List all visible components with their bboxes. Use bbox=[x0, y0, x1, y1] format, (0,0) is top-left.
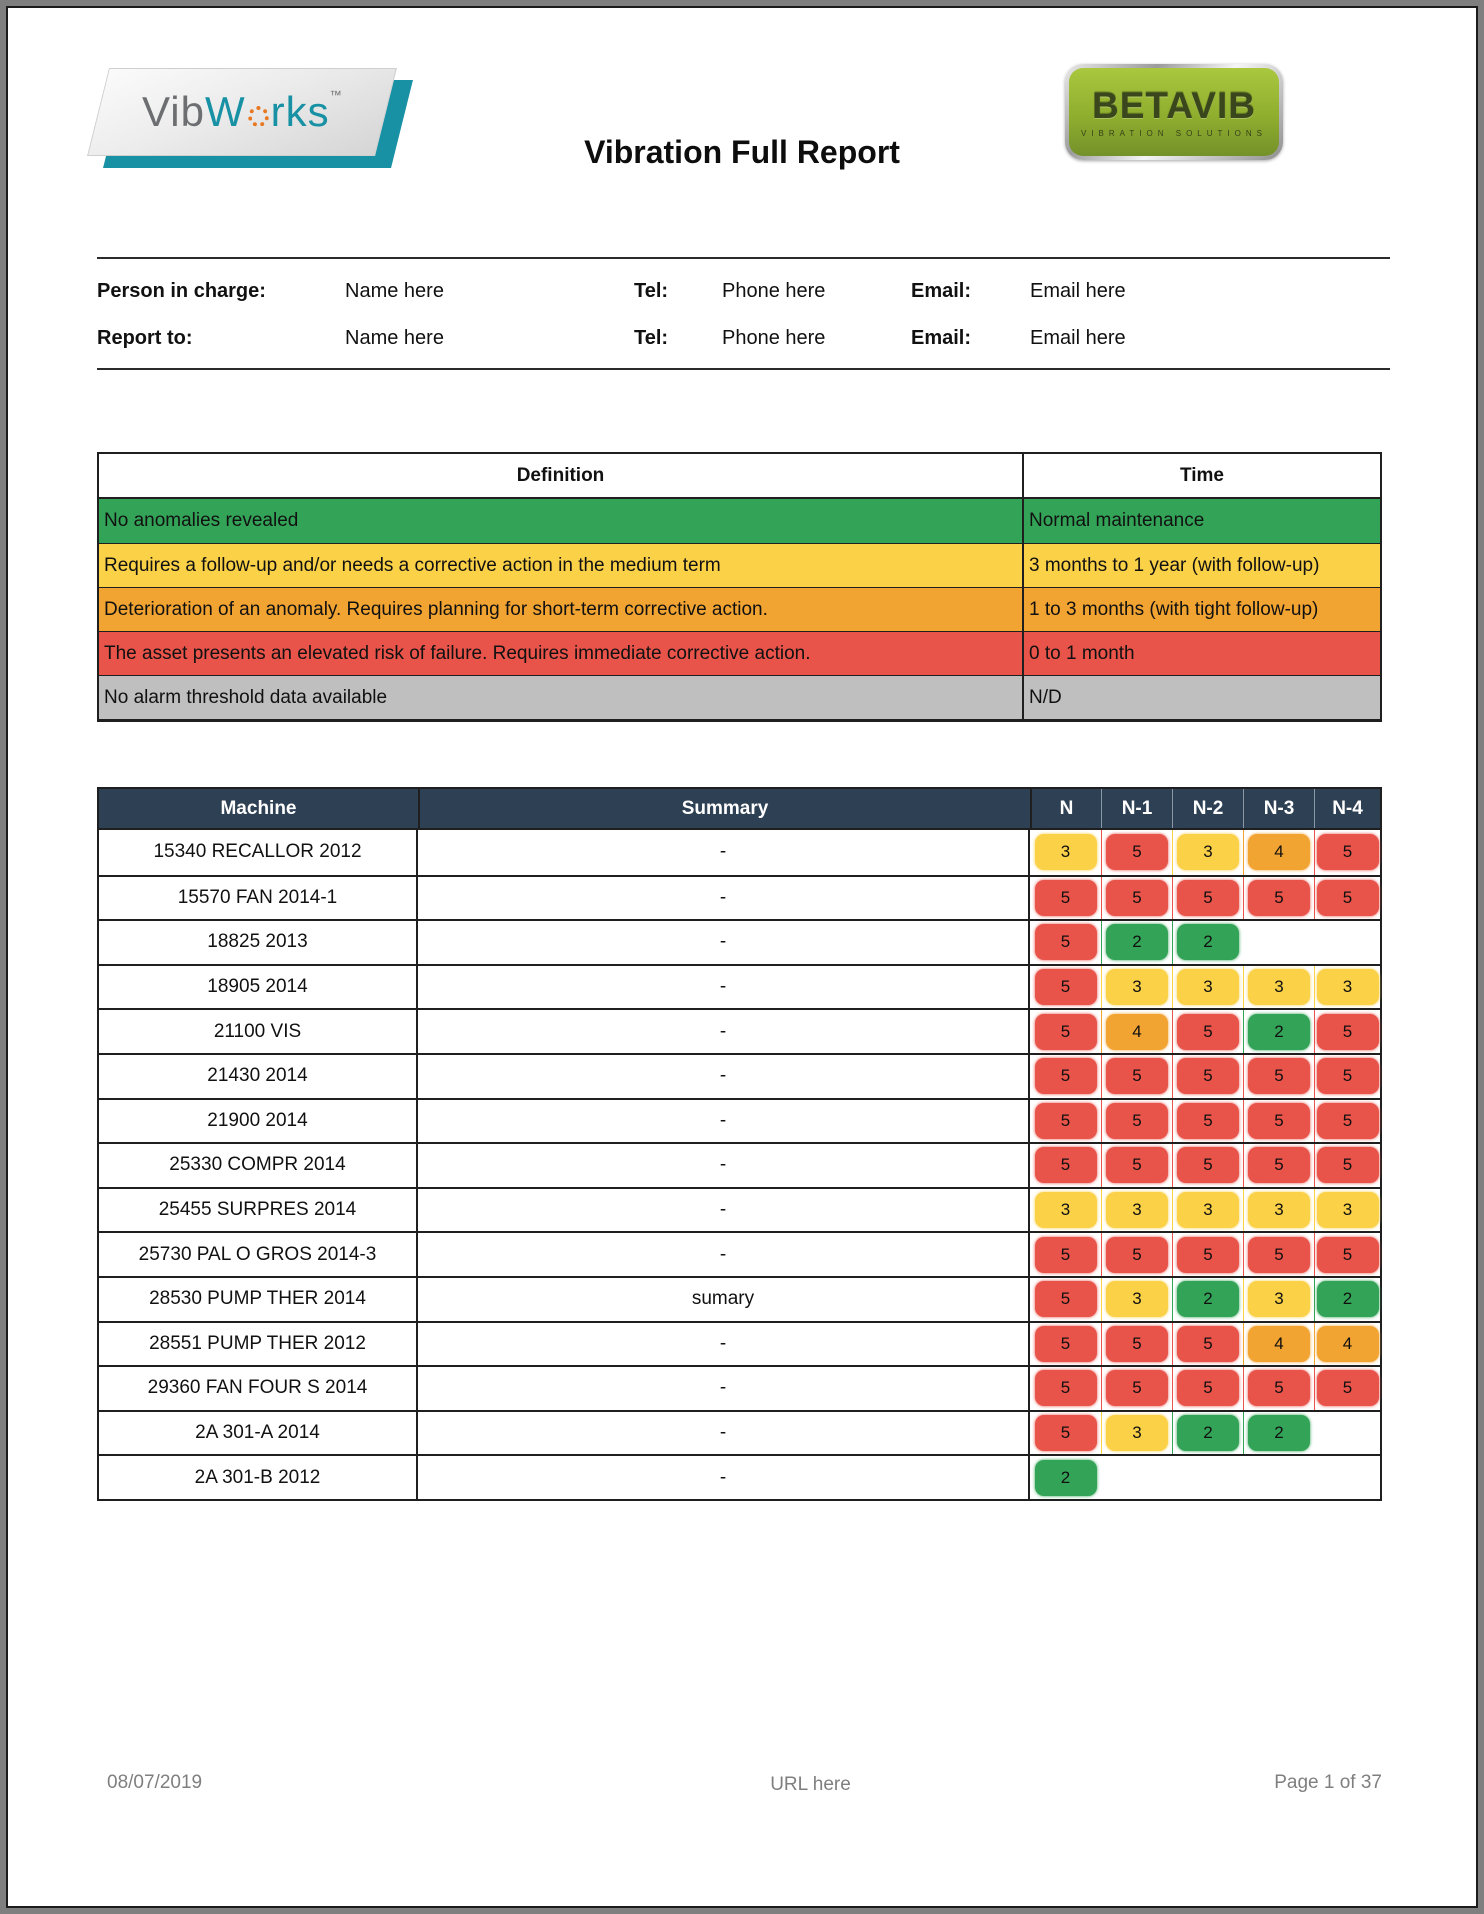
status-cell-n2 bbox=[1172, 1412, 1243, 1455]
status-cell-n bbox=[1030, 921, 1101, 964]
tel-value: Phone here bbox=[722, 327, 826, 349]
machine-table bbox=[97, 787, 1382, 1501]
legend-row bbox=[99, 675, 1380, 719]
status-cell-n1 bbox=[1101, 1456, 1172, 1499]
status-badge: 3 bbox=[1106, 1192, 1168, 1228]
status-cell-n1 bbox=[1101, 966, 1172, 1009]
machine-header-n-4: N-4 bbox=[1314, 789, 1380, 828]
machine-name-cell: 25455 SURPRES 2014 bbox=[99, 1189, 418, 1232]
machine-summary-cell: - bbox=[418, 921, 1030, 964]
status-cell-n1 bbox=[1101, 1233, 1172, 1276]
status-cell-n4 bbox=[1314, 1055, 1380, 1098]
status-cell-n4 bbox=[1314, 1367, 1380, 1410]
status-cell-n1 bbox=[1101, 1189, 1172, 1232]
status-cell-n2 bbox=[1172, 1010, 1243, 1053]
status-cell-n2 bbox=[1172, 1367, 1243, 1410]
status-badge: 3 bbox=[1317, 969, 1379, 1005]
machine-row bbox=[99, 830, 1380, 875]
status-badge: 5 bbox=[1177, 1103, 1239, 1139]
machine-row bbox=[99, 1365, 1380, 1410]
status-cell-n bbox=[1030, 1189, 1101, 1232]
status-cell-n2 bbox=[1172, 1323, 1243, 1366]
status-badge: 5 bbox=[1317, 1103, 1379, 1139]
status-cell-n4 bbox=[1314, 1144, 1380, 1187]
machine-name-cell: 25730 PAL O GROS 2014-3 bbox=[99, 1233, 418, 1276]
status-cell-n bbox=[1030, 966, 1101, 1009]
status-badge: 5 bbox=[1317, 1014, 1379, 1050]
status-badge: 3 bbox=[1177, 1192, 1239, 1228]
status-cell-n1 bbox=[1101, 1100, 1172, 1143]
status-badge: 2 bbox=[1248, 1014, 1310, 1050]
machine-header-machine: Machine bbox=[220, 797, 297, 819]
status-badge: 5 bbox=[1177, 1326, 1239, 1362]
status-badge: 5 bbox=[1106, 1103, 1168, 1139]
machine-row bbox=[99, 1454, 1380, 1499]
status-badge: 2 bbox=[1177, 1415, 1239, 1451]
legend-definition-cell: Requires a follow-up and/or needs a corrective action in the medium term bbox=[99, 544, 1024, 587]
machine-summary-cell: - bbox=[418, 830, 1030, 875]
machine-name-cell: 18905 2014 bbox=[99, 966, 418, 1009]
status-cell-n1 bbox=[1101, 1367, 1172, 1410]
legend-time-cell: 3 months to 1 year (with follow-up) bbox=[1029, 554, 1320, 576]
legend-row bbox=[99, 631, 1380, 675]
status-cell-n2 bbox=[1172, 830, 1243, 875]
legend-definition-cell: No anomalies revealed bbox=[99, 499, 1024, 543]
status-cell-n1 bbox=[1101, 921, 1172, 964]
status-cell-n4 bbox=[1314, 830, 1380, 875]
status-cell-n1 bbox=[1101, 1144, 1172, 1187]
machine-row bbox=[99, 1098, 1380, 1143]
status-cell-n bbox=[1030, 1233, 1101, 1276]
status-cell-n4 bbox=[1314, 1010, 1380, 1053]
status-cell-n3 bbox=[1243, 1144, 1314, 1187]
status-cell-n4 bbox=[1314, 1412, 1380, 1455]
machine-name-cell: 25330 COMPR 2014 bbox=[99, 1144, 418, 1187]
footer-date: 08/07/2019 bbox=[107, 1772, 203, 1793]
status-badge: 2 bbox=[1106, 924, 1168, 960]
report-to-label: Report to: bbox=[97, 327, 193, 349]
vibworks-text-rks: rks bbox=[270, 88, 330, 135]
legend-time-cell: 1 to 3 months (with tight follow-up) bbox=[1029, 598, 1319, 620]
machine-header-n: N bbox=[1030, 789, 1101, 828]
betavib-logo-tagline: VIBRATION SOLUTIONS bbox=[1081, 128, 1267, 138]
machine-row bbox=[99, 964, 1380, 1009]
vibworks-logo-text bbox=[142, 88, 343, 136]
status-cell-n3 bbox=[1243, 830, 1314, 875]
legend-time-cell: Normal maintenance bbox=[1029, 510, 1205, 531]
machine-row bbox=[99, 1008, 1380, 1053]
machine-row bbox=[99, 919, 1380, 964]
status-cell-n bbox=[1030, 1144, 1101, 1187]
status-cell-n4 bbox=[1314, 877, 1380, 920]
status-cell-n1 bbox=[1101, 1010, 1172, 1053]
status-badge: 5 bbox=[1106, 834, 1168, 870]
status-badge: 2 bbox=[1248, 1415, 1310, 1451]
vibworks-text-vib: Vib bbox=[141, 88, 205, 135]
status-badge: 5 bbox=[1317, 1147, 1379, 1183]
legend-time-cell: N/D bbox=[1029, 686, 1062, 708]
status-badge: 5 bbox=[1317, 1058, 1379, 1094]
status-badge: 3 bbox=[1035, 834, 1097, 870]
status-badge: 5 bbox=[1035, 1370, 1097, 1406]
status-badge: 2 bbox=[1177, 924, 1239, 960]
status-cell-n3 bbox=[1243, 1233, 1314, 1276]
status-badge: 5 bbox=[1177, 1147, 1239, 1183]
status-badge: 2 bbox=[1177, 1281, 1239, 1317]
status-cell-n2 bbox=[1172, 1233, 1243, 1276]
status-badge: 5 bbox=[1035, 1103, 1097, 1139]
machine-row bbox=[99, 1231, 1380, 1276]
status-badge: 4 bbox=[1248, 1326, 1310, 1362]
status-badge: 5 bbox=[1035, 880, 1097, 916]
status-cell-n4 bbox=[1314, 1456, 1380, 1499]
status-cell-n4 bbox=[1314, 921, 1380, 964]
status-badge: 5 bbox=[1317, 1370, 1379, 1406]
machine-name-cell: 15570 FAN 2014-1 bbox=[99, 877, 418, 920]
legend-row bbox=[99, 587, 1380, 631]
status-badge: 5 bbox=[1177, 1014, 1239, 1050]
machine-row bbox=[99, 1053, 1380, 1098]
status-badge: 5 bbox=[1106, 1058, 1168, 1094]
status-cell-n4 bbox=[1314, 1278, 1380, 1321]
footer-url: URL here bbox=[770, 1774, 851, 1795]
status-badge: 3 bbox=[1106, 1415, 1168, 1451]
status-cell-n1 bbox=[1101, 877, 1172, 920]
legend-table bbox=[97, 452, 1382, 722]
machine-summary-cell: - bbox=[418, 1367, 1030, 1410]
status-cell-n3 bbox=[1243, 1323, 1314, 1366]
machine-name-cell: 15340 RECALLOR 2012 bbox=[99, 830, 418, 875]
status-badge: 5 bbox=[1177, 880, 1239, 916]
status-badge: 5 bbox=[1248, 1147, 1310, 1183]
legend-row bbox=[99, 543, 1380, 587]
status-badge: 5 bbox=[1035, 1326, 1097, 1362]
contact-block bbox=[97, 257, 1390, 370]
machine-row bbox=[99, 1276, 1380, 1321]
status-badge: 3 bbox=[1177, 834, 1239, 870]
betavib-logo bbox=[1065, 64, 1283, 160]
machine-header-summary: Summary bbox=[418, 789, 1030, 828]
status-cell-n1 bbox=[1101, 1278, 1172, 1321]
status-cell-n bbox=[1030, 1323, 1101, 1366]
status-badge: 3 bbox=[1177, 969, 1239, 1005]
legend-rows bbox=[99, 499, 1380, 719]
status-cell-n4 bbox=[1314, 966, 1380, 1009]
status-cell-n4 bbox=[1314, 1233, 1380, 1276]
legend-definition-cell: No alarm threshold data available bbox=[99, 676, 1024, 719]
status-badge: 5 bbox=[1035, 1058, 1097, 1094]
machine-table-body bbox=[99, 830, 1380, 1499]
status-badge: 4 bbox=[1106, 1014, 1168, 1050]
legend-definition-cell: Deterioration of an anomaly. Requires planning for short-term corrective action. bbox=[99, 588, 1024, 631]
machine-row bbox=[99, 875, 1380, 920]
status-cell-n2 bbox=[1172, 1189, 1243, 1232]
status-cell-n4 bbox=[1314, 1189, 1380, 1232]
status-cell-n bbox=[1030, 830, 1101, 875]
status-cell-n3 bbox=[1243, 1189, 1314, 1232]
legend-definition-cell: The asset presents an elevated risk of failure. Requires immediate corrective action. bbox=[99, 632, 1024, 675]
footer-page-number: Page 1 of 37 bbox=[1274, 1772, 1382, 1793]
legend-header-time: Time bbox=[1179, 464, 1224, 486]
status-cell-n2 bbox=[1172, 921, 1243, 964]
report-to-name: Name here bbox=[345, 327, 444, 349]
tel-label: Tel: bbox=[634, 327, 669, 349]
status-badge: 5 bbox=[1177, 1370, 1239, 1406]
status-badge: 5 bbox=[1317, 834, 1379, 870]
tel-label: Tel: bbox=[634, 280, 669, 302]
betavib-logo-plate bbox=[1069, 68, 1279, 156]
status-cell-n2 bbox=[1172, 966, 1243, 1009]
status-cell-n2 bbox=[1172, 1055, 1243, 1098]
report-page bbox=[6, 6, 1478, 1908]
person-in-charge-label: Person in charge: bbox=[97, 280, 266, 302]
legend-header-definition: Definition bbox=[99, 454, 1024, 497]
gear-icon bbox=[247, 106, 268, 127]
email-label: Email: bbox=[911, 280, 972, 302]
machine-summary-cell: - bbox=[418, 1412, 1030, 1455]
email-value: Email here bbox=[1030, 327, 1126, 349]
status-cell-n3 bbox=[1243, 966, 1314, 1009]
machine-name-cell: 29360 FAN FOUR S 2014 bbox=[99, 1367, 418, 1410]
status-cell-n2 bbox=[1172, 1144, 1243, 1187]
status-badge: 5 bbox=[1317, 1237, 1379, 1273]
status-cell-n1 bbox=[1101, 830, 1172, 875]
status-badge: 3 bbox=[1035, 1192, 1097, 1228]
status-badge: 5 bbox=[1035, 1281, 1097, 1317]
machine-header-n-2: N-2 bbox=[1172, 789, 1243, 828]
status-badge: 5 bbox=[1177, 1237, 1239, 1273]
email-label: Email: bbox=[911, 327, 972, 349]
machine-summary-cell: - bbox=[418, 1055, 1030, 1098]
status-cell-n2 bbox=[1172, 1456, 1243, 1499]
status-badge: 3 bbox=[1248, 969, 1310, 1005]
status-cell-n1 bbox=[1101, 1412, 1172, 1455]
status-cell-n2 bbox=[1172, 877, 1243, 920]
status-badge: 5 bbox=[1248, 1237, 1310, 1273]
status-badge: 5 bbox=[1106, 880, 1168, 916]
machine-summary-cell: - bbox=[418, 877, 1030, 920]
machine-name-cell: 21430 2014 bbox=[99, 1055, 418, 1098]
machine-summary-cell: - bbox=[418, 1189, 1030, 1232]
machine-table-header bbox=[99, 789, 1380, 830]
status-badge: 5 bbox=[1035, 1415, 1097, 1451]
status-badge: 5 bbox=[1106, 1370, 1168, 1406]
machine-summary-cell: - bbox=[418, 1323, 1030, 1366]
status-badge: 4 bbox=[1317, 1326, 1379, 1362]
status-cell-n2 bbox=[1172, 1100, 1243, 1143]
tel-value: Phone here bbox=[722, 280, 826, 302]
status-cell-n3 bbox=[1243, 1010, 1314, 1053]
status-cell-n3 bbox=[1243, 921, 1314, 964]
legend-header bbox=[99, 454, 1380, 499]
status-cell-n3 bbox=[1243, 1278, 1314, 1321]
status-cell-n3 bbox=[1243, 1100, 1314, 1143]
status-badge: 5 bbox=[1177, 1058, 1239, 1094]
machine-summary-cell: - bbox=[418, 966, 1030, 1009]
legend-row bbox=[99, 499, 1380, 543]
machine-name-cell: 2A 301-A 2014 bbox=[99, 1412, 418, 1455]
status-badge: 5 bbox=[1248, 1370, 1310, 1406]
status-badge: 5 bbox=[1106, 1326, 1168, 1362]
status-cell-n3 bbox=[1243, 1055, 1314, 1098]
machine-header-n-1: N-1 bbox=[1101, 789, 1172, 828]
status-badge: 3 bbox=[1248, 1281, 1310, 1317]
machine-name-cell: 28551 PUMP THER 2012 bbox=[99, 1323, 418, 1366]
status-badge: 4 bbox=[1248, 834, 1310, 870]
status-badge: 3 bbox=[1317, 1192, 1379, 1228]
status-cell-n1 bbox=[1101, 1323, 1172, 1366]
status-badge: 5 bbox=[1106, 1237, 1168, 1273]
status-cell-n1 bbox=[1101, 1055, 1172, 1098]
vibworks-text-w: W bbox=[204, 88, 246, 135]
status-cell-n bbox=[1030, 1412, 1101, 1455]
status-cell-n bbox=[1030, 1456, 1101, 1499]
status-cell-n2 bbox=[1172, 1278, 1243, 1321]
status-cell-n3 bbox=[1243, 877, 1314, 920]
status-cell-n3 bbox=[1243, 1412, 1314, 1455]
status-cell-n3 bbox=[1243, 1456, 1314, 1499]
email-value: Email here bbox=[1030, 280, 1126, 302]
status-badge: 5 bbox=[1248, 1058, 1310, 1094]
status-badge: 2 bbox=[1317, 1281, 1379, 1317]
status-cell-n bbox=[1030, 1010, 1101, 1053]
status-badge: 5 bbox=[1035, 924, 1097, 960]
trademark-symbol: ™ bbox=[329, 88, 343, 102]
status-badge: 5 bbox=[1248, 880, 1310, 916]
machine-name-cell: 28530 PUMP THER 2014 bbox=[99, 1278, 418, 1321]
status-badge: 5 bbox=[1035, 1147, 1097, 1183]
machine-row bbox=[99, 1321, 1380, 1366]
status-badge: 5 bbox=[1248, 1103, 1310, 1139]
status-cell-n bbox=[1030, 877, 1101, 920]
machine-summary-cell: sumary bbox=[418, 1278, 1030, 1321]
machine-name-cell: 21900 2014 bbox=[99, 1100, 418, 1143]
legend-time-cell: 0 to 1 month bbox=[1029, 642, 1135, 664]
status-cell-n bbox=[1030, 1367, 1101, 1410]
status-cell-n4 bbox=[1314, 1323, 1380, 1366]
status-cell-n bbox=[1030, 1278, 1101, 1321]
machine-row bbox=[99, 1187, 1380, 1232]
contact-row-person-in-charge bbox=[97, 268, 1390, 315]
machine-summary-cell: - bbox=[418, 1233, 1030, 1276]
status-badge: 5 bbox=[1035, 969, 1097, 1005]
status-cell-n3 bbox=[1243, 1367, 1314, 1410]
machine-name-cell: 2A 301-B 2012 bbox=[99, 1456, 418, 1499]
machine-summary-cell: - bbox=[418, 1010, 1030, 1053]
machine-header-n-3: N-3 bbox=[1243, 789, 1314, 828]
machine-name-cell: 18825 2013 bbox=[99, 921, 418, 964]
status-badge: 5 bbox=[1035, 1237, 1097, 1273]
machine-row bbox=[99, 1142, 1380, 1187]
status-cell-n bbox=[1030, 1100, 1101, 1143]
status-badge: 2 bbox=[1035, 1460, 1097, 1496]
person-in-charge-name: Name here bbox=[345, 280, 444, 302]
betavib-logo-name: BETAVIB bbox=[1092, 84, 1256, 126]
status-cell-n bbox=[1030, 1055, 1101, 1098]
machine-summary-cell: - bbox=[418, 1100, 1030, 1143]
status-badge: 5 bbox=[1317, 880, 1379, 916]
machine-name-cell: 21100 VIS bbox=[99, 1010, 418, 1053]
status-badge: 3 bbox=[1248, 1192, 1310, 1228]
status-badge: 3 bbox=[1106, 969, 1168, 1005]
status-badge: 5 bbox=[1106, 1147, 1168, 1183]
status-cell-n4 bbox=[1314, 1100, 1380, 1143]
page-title: Vibration Full Report bbox=[584, 134, 900, 170]
status-badge: 5 bbox=[1035, 1014, 1097, 1050]
status-badge: 3 bbox=[1106, 1281, 1168, 1317]
machine-summary-cell: - bbox=[418, 1144, 1030, 1187]
machine-summary-cell: - bbox=[418, 1456, 1030, 1499]
contact-row-report-to bbox=[97, 315, 1390, 362]
machine-row bbox=[99, 1410, 1380, 1455]
